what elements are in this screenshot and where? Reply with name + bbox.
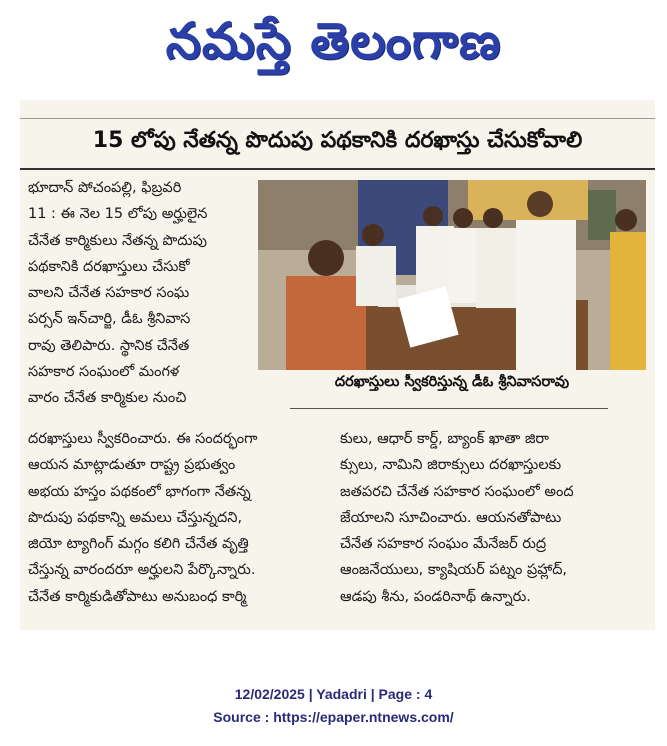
text-line: అభయ హస్తం పథకంలో భాగంగా నేతన్న [28, 483, 251, 500]
text-line: జేయాలని సూచించారు. ఆయనతోపాటు [340, 509, 562, 526]
photo-caption: దరఖాస్తులు స్వీకరిస్తున్న డీఓ శ్రీనివాసరావు [334, 374, 570, 390]
masthead [0, 0, 667, 95]
text-line: పొదుపు పథకాన్ని అమలు చేస్తున్నదని, [28, 509, 243, 526]
article-column-bottom-right [340, 426, 648, 610]
text-line: దరఖాస్తులు స్వీకరించారు. ఈ సందర్భంగా [28, 431, 258, 447]
text-line: ఆంజనేయులు, క్యాషియర్ పట్నం ప్రహ్లాద్, [340, 562, 568, 579]
newspaper-logo: నమస్తే తెలంగాణ [165, 12, 502, 70]
top-divider [20, 118, 655, 119]
text-line: చేనేత సహకార సంఘం మేనేజర్ రుద్ర [340, 536, 547, 553]
text-line: క్సులు, నామిని జిరాక్సులు దరఖాస్తులకు [340, 457, 562, 474]
news-photo [258, 180, 646, 370]
article-headline: 15 లోపు నేతన్న పొదుపు పథకానికి దరఖాస్తు చేసుకోవాలి [92, 128, 583, 153]
text-line: సహకార సంఘంలో మంగళ [28, 364, 180, 381]
text-line: వారం చేనేత కార్మికుల నుంచి [28, 390, 187, 407]
text-line: రావు తెలిపారు. స్థానిక చేనేత [28, 337, 190, 354]
text-line: భూదాన్ పోచంపల్లి, ఫిబ్రవరి [28, 180, 182, 196]
caption-divider [290, 408, 608, 409]
text-line: పర్సన్ ఇన్‌చార్జి, డీఓ శ్రీనివాస [28, 311, 191, 328]
text-line: జియో ట్యాగింగ్ మగ్గం కలిగి చేనేత వృత్తి [28, 536, 249, 553]
text-line: 11 : ఈ నెల 15 లోపు అర్హులైన [28, 206, 208, 223]
text-line: వాలని చేనేత సహకార సంఘ [28, 285, 190, 302]
text-line: ఆయన మాట్లాడుతూ రాష్ట్ర ప్రభుత్వం [28, 457, 236, 474]
article-column-bottom-left [28, 426, 328, 610]
text-line: చేనేత కార్మికుడితోపాటు అనుబంధ కార్మి [28, 588, 247, 605]
text-line: జతపరచి చేనేత సహకార సంఘంలో అంద [340, 483, 574, 500]
footer-date-edition: 12/02/2025 | Yadadri | Page : 4 [234, 686, 433, 702]
text-line: చేస్తున్న వారందరూ అర్హులని పేర్కొన్నారు. [28, 562, 256, 579]
text-line: కులు, ఆధార్ కార్డ్, బ్యాంక్ ఖాతా జిరా [340, 431, 550, 447]
headline-divider [20, 168, 655, 170]
text-line: ఆడపు శీను, పండరినాథ్ ఉన్నారు. [340, 588, 531, 605]
text-line: పథకానికి దరఖాస్తులు చేసుకో [28, 258, 190, 275]
footer-source-link[interactable]: Source : https://epaper.ntnews.com/ [213, 709, 454, 725]
article-column-left [28, 175, 256, 412]
photo-illustration [258, 180, 646, 370]
text-line: చేనేత కార్మికులు నేతన్న పొదుపు [28, 232, 208, 249]
